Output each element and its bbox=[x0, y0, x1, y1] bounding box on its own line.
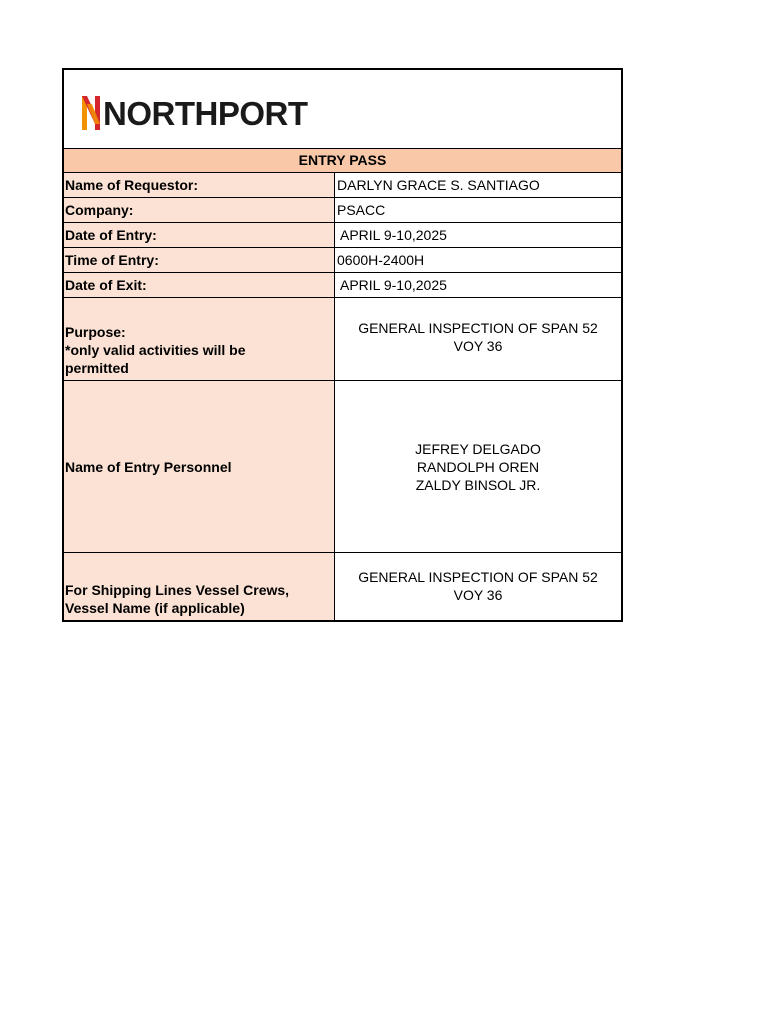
personnel-name: RANDOLPH OREN bbox=[416, 458, 540, 475]
row-company bbox=[64, 198, 621, 223]
personnel-name: JEFREY DELGADO bbox=[415, 440, 541, 457]
personnel-label: Name of Entry Personnel bbox=[64, 381, 335, 552]
requestor-label: Name of Requestor: bbox=[64, 173, 335, 197]
purpose-label bbox=[64, 298, 335, 380]
company-label: Company: bbox=[64, 198, 335, 222]
logo-header bbox=[64, 70, 621, 149]
purpose-value-line: GENERAL INSPECTION OF SPAN 52 bbox=[358, 320, 598, 336]
date-exit-value: APRIL 9-10,2025 bbox=[335, 273, 621, 297]
time-entry-value: 0600H-2400H bbox=[335, 248, 621, 272]
northport-logo-mark-icon bbox=[80, 92, 102, 134]
shipping-label-line: For Shipping Lines Vessel Crews, bbox=[65, 582, 290, 598]
shipping-value bbox=[335, 553, 621, 620]
purpose-value-line: VOY 36 bbox=[453, 338, 503, 354]
row-date-of-exit bbox=[64, 273, 621, 298]
time-entry-label: Time of Entry: bbox=[64, 248, 335, 272]
purpose-label-line: *only valid activities will be bbox=[65, 342, 246, 358]
personnel-name: ZALDY BINSOL JR. bbox=[415, 476, 541, 493]
logo-text: NORTHPORT bbox=[103, 94, 308, 132]
purpose-label-line: Purpose: bbox=[65, 324, 126, 340]
shipping-label-line: Vessel Name (if applicable) bbox=[65, 600, 245, 616]
company-value: PSACC bbox=[335, 198, 621, 222]
requestor-value: DARLYN GRACE S. SANTIAGO bbox=[335, 173, 621, 197]
row-shipping-lines bbox=[64, 553, 621, 620]
row-requestor bbox=[64, 173, 621, 198]
row-time-of-entry bbox=[64, 248, 621, 273]
row-entry-personnel bbox=[64, 381, 621, 553]
row-purpose bbox=[64, 298, 621, 381]
northport-logo bbox=[80, 92, 308, 134]
form-title: ENTRY PASS bbox=[64, 149, 621, 173]
personnel-value bbox=[335, 381, 621, 552]
purpose-label-line: permitted bbox=[65, 360, 129, 376]
row-date-of-entry bbox=[64, 223, 621, 248]
shipping-value-line: VOY 36 bbox=[453, 587, 503, 603]
date-exit-label: Date of Exit: bbox=[64, 273, 335, 297]
entry-pass-form bbox=[62, 68, 623, 622]
shipping-label bbox=[64, 553, 335, 620]
purpose-value bbox=[335, 298, 621, 380]
date-entry-value: APRIL 9-10,2025 bbox=[335, 223, 621, 247]
date-entry-label: Date of Entry: bbox=[64, 223, 335, 247]
shipping-value-line: GENERAL INSPECTION OF SPAN 52 bbox=[358, 569, 598, 585]
